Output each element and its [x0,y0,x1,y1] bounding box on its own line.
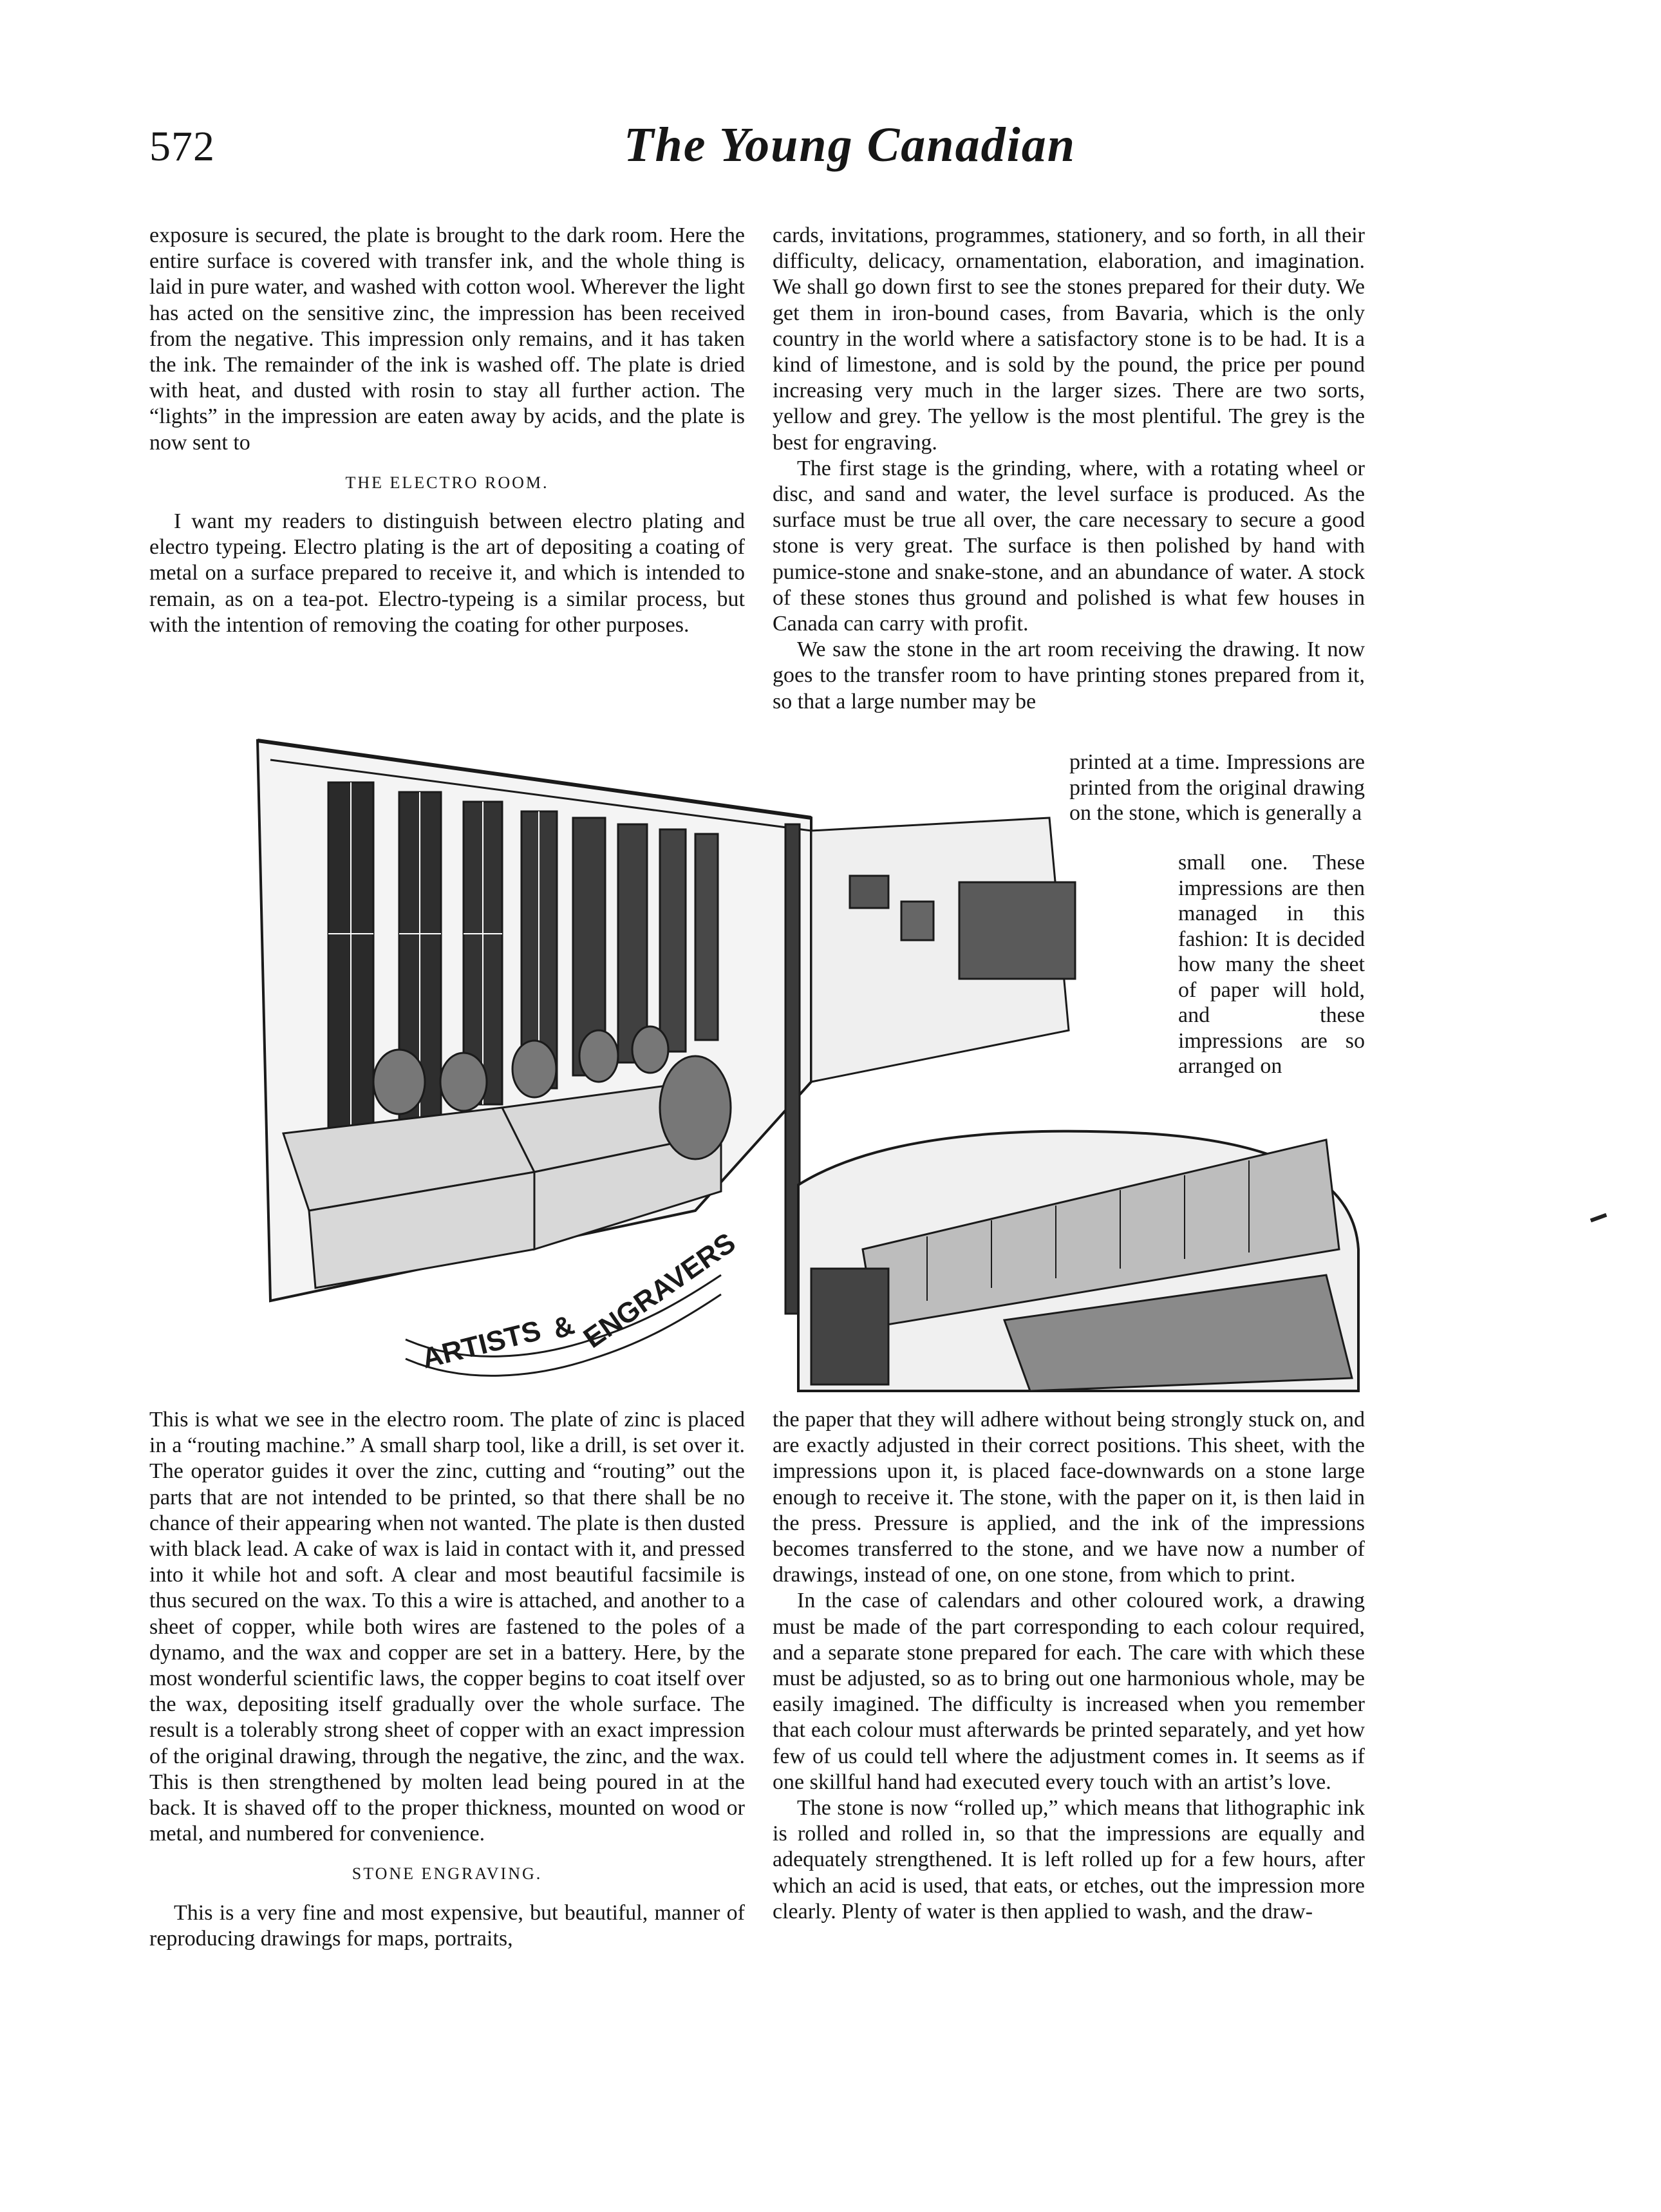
banner-text-ampersand: & [548,1309,579,1346]
left-column-top [149,223,745,638]
stray-ink-mark [1590,1213,1607,1223]
page-number: 572 [149,123,215,170]
right-column-bottom [773,1407,1365,1925]
left-column-bottom [149,1407,745,1952]
paragraph: This is a very fine and most expensive, but beautiful, manner of reproducing drawings for maps, portraits, [149,1900,745,1951]
masthead-title: The Young Canadian [624,118,1076,172]
banner-text-artists: ARTISTS [418,1314,545,1375]
paragraph: the paper that they will adhere without being strongly stuck on, and are exactly adjusted in their correct positions. This sheet, with the impressions upon it, is placed face-downwards on a stone large enough to receive it. The stone, with the paper on it, is then laid in the press. Pressure is applied, and the ink of the impressions becomes transferred to the stone, and we have now a number of drawings, instead of one, on one stone, from which to print. [773,1408,1365,1587]
paragraph: This is what we see in the electro room. The plate of zinc is placed in a “routing machine.” A small sharp tool, like a drill, is set over it. The operator guides it over the zinc, cutting and “routing” out the parts that are not intended to be printed, so that there shall be no chance of their appearing when not wanted. The plate is then dusted with black lead. A cake of wax is laid in contact with it, and pressed into it while hot and soft. A clear and most beautiful facsimile is thus secured on the wax. To this a wire is attached, and another to a sheet of copper, while both wires are fastened to the poles of a dynamo, and the wax and copper are set in a battery. Here, by the most wonderful scientific laws, the copper begins to coat itself over the wax, depositing itself gradually over the whole surface. The result is a tolerably strong sheet of copper with an exact impression of the original drawing, through the negative, the zinc, and the wax. This is then strengthened by molten lead being poured in at the back. It is shaved off to the proper thickness, mounted on wood or metal, and numbered for convenience. [149,1408,745,1846]
artists-engravers-illustration [232,721,1365,1397]
paragraph: small one. These impressions are then managed in this fashion: It is decided how many the sheet of paper will hold, and these impressions are so arranged on [1178,851,1365,1078]
paragraph: exposure is secured, the plate is brought to the dark room. Here the entire surface is covered with transfer ink, and the whole thing is laid in pure water, and washed with cotton wool. Wherever the light has acted on the sensitive zinc, the impression has been received from the negative. This impression only remains, and it has taken the ink. The remainder of the ink is washed off. The plate is dried with heat, and dusted with rosin to stay all further action. The “lights” in the impression are eaten away by acids, and the plate is now sent to [149,223,745,455]
right-column-top [773,223,1365,715]
section-heading-electro-room: THE ELECTRO ROOM. [345,473,549,492]
paragraph: The first stage is the grinding, where, with a rotating wheel or disc, and sand and water, the level surface is produced. As the surface must be true all over, the care necessary to secure a good stone is very great. The surface is then polished by hand with pumice-stone and snake-stone, and an abundance of water. A stock of these stones thus ground and polished is what few houses in Canada can carry with profit. [773,456,1365,636]
paragraph: We saw the stone in the art room receiving the drawing. It now goes to the transfer room to have printing stones prepared from it, so that a large number may be [773,638,1365,714]
paragraph: In the case of calendars and other coloured work, a drawing must be made of the part corresponding to each colour required, and a separate stone prepared for each. The care with which these must be adjusted, so as to bring out one harmonious whole, may be easily imagined. The difficulty is increased when you remember that each colour must afterwards be printed separately, and yet how few of us could tell where the adjustment comes in. It seems as if one skillful hand had executed every touch with an artist’s love. [773,1589,1365,1794]
paragraph: cards, invitations, programmes, stationery, and so forth, in all their difficulty, delicacy, ornamentation, elaboration, and imagination. We shall go down first to see the stones prepared for their duty. We get them in iron-bound cases, from Bavaria, which is the only country in the world where a satisfactory stone is to be had. It is a kind of limestone, and is sold by the pound, the price per pound increasing very much in the larger sizes. There are two sorts, yellow and grey. The yellow is the most plentiful. The grey is the best for engraving. [773,223,1365,455]
banner-text-engravers: ENGRAVERS [577,1227,742,1355]
paragraph: I want my readers to distinguish between electro plating and electro typeing. Electro plating is the art of depositing a coating of metal on a surface prepared to receive it, and which is intended to remain, as on a tea-pot. Electro-typeing is a similar process, but with the intention of removing the coating for other purposes. [149,509,745,637]
paragraph: printed at a time. Impressions are printed from the original drawing on the stone, which is generally a [1069,750,1365,825]
section-heading-stone-engraving: STONE ENGRAVING. [352,1864,543,1884]
paragraph: The stone is now “rolled up,” which means that lithographic ink is rolled and rolled in, so that the impressions are equally and adequately strengthened. It is left rolled up for a few hours, after which an acid is used, that eats, or etches, out the impression more clearly. Plenty of water is then applied to wash, and the draw- [773,1796,1365,1924]
